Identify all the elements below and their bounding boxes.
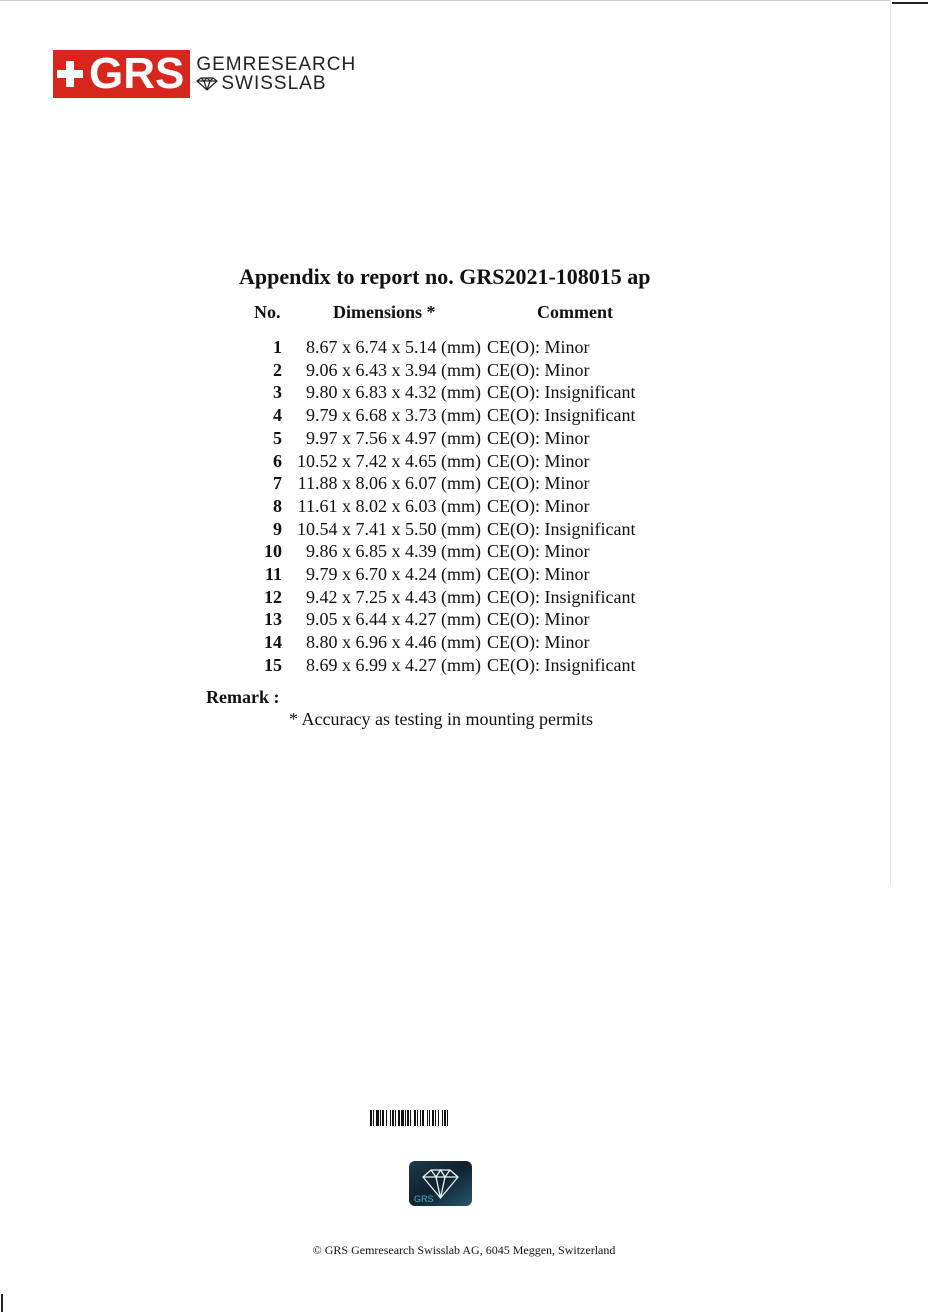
row-dimensions: 11.88 x 8.06 x 6.07 (mm) — [297, 473, 481, 494]
row-dimensions: 8.67 x 6.74 x 5.14 (mm) — [306, 337, 481, 357]
row-number: 8 — [273, 495, 282, 516]
remark-label: Remark : — [206, 687, 280, 707]
diamond-hologram-icon — [409, 1161, 472, 1206]
row-dimensions: 9.42 x 7.25 x 4.43 (mm) — [306, 586, 481, 607]
row-number: 7 — [273, 473, 282, 494]
table-row — [0, 382, 928, 404]
row-comment: CE(O): Insignificant — [487, 654, 636, 675]
grs-logo — [53, 50, 356, 98]
scan-edge-mark — [892, 2, 928, 4]
logo-line-2: SWISSLAB — [221, 73, 327, 94]
row-comment: CE(O): Insignificant — [487, 518, 636, 539]
row-dimensions: 9.80 x 6.83 x 4.32 (mm) — [306, 382, 481, 403]
row-comment: CE(O): Minor — [487, 427, 590, 448]
table-row — [0, 587, 928, 609]
header-no: No. — [254, 302, 281, 322]
row-number: 12 — [264, 586, 282, 607]
table-row — [0, 541, 928, 563]
row-comment: CE(O): Minor — [487, 450, 590, 471]
table-row — [0, 519, 928, 541]
logo-line-1: GEMRESEARCH — [196, 54, 357, 75]
footer-copyright: © GRS Gemresearch Swisslab AG, 6045 Meggen, Switzerland — [312, 1243, 616, 1257]
table-row — [0, 473, 928, 495]
row-dimensions: 9.86 x 6.85 x 4.39 (mm) — [306, 541, 481, 562]
row-comment: CE(O): Insignificant — [487, 405, 636, 426]
row-number: 3 — [273, 382, 282, 403]
row-comment: CE(O): Minor — [487, 359, 590, 380]
row-dimensions: 9.79 x 6.70 x 4.24 (mm) — [306, 564, 481, 584]
row-dimensions: 10.52 x 7.42 x 4.65 (mm) — [297, 450, 481, 471]
table-row — [0, 564, 928, 586]
row-number: 2 — [273, 359, 282, 380]
table-row — [0, 655, 928, 677]
page-title: Appendix to report no. GRS2021-108015 ap — [239, 264, 651, 289]
row-number: 4 — [273, 405, 282, 426]
logo-red-box — [53, 50, 190, 98]
row-number: 14 — [264, 632, 282, 653]
table-row — [0, 451, 928, 473]
row-number: 9 — [273, 518, 282, 539]
logo-mark: GRS — [89, 49, 185, 98]
row-dimensions: 9.06 x 6.43 x 3.94 (mm) — [306, 359, 481, 380]
row-dimensions: 8.80 x 6.96 x 4.46 (mm) — [306, 632, 481, 653]
row-comment: CE(O): Minor — [487, 609, 590, 630]
diamond-icon — [196, 77, 218, 91]
row-comment: CE(O): Minor — [487, 564, 590, 584]
row-comment: CE(O): Minor — [487, 632, 590, 653]
row-number: 6 — [273, 450, 282, 471]
row-comment: CE(O): Insignificant — [487, 586, 636, 607]
header-comment: Comment — [537, 302, 613, 322]
scan-edge-top — [0, 0, 890, 1]
table-row — [0, 496, 928, 518]
row-dimensions: 9.05 x 6.44 x 4.27 (mm) — [306, 609, 481, 630]
logo-line-2-wrap — [196, 74, 356, 93]
table-row — [0, 337, 928, 359]
table-row — [0, 360, 928, 382]
row-number: 11 — [264, 564, 282, 584]
swiss-cross-icon — [57, 61, 83, 87]
row-number: 15 — [264, 654, 282, 675]
table-row — [0, 632, 928, 654]
table-row — [0, 609, 928, 631]
row-dimensions: 9.79 x 6.68 x 3.73 (mm) — [306, 405, 481, 426]
remark-text: * Accuracy as testing in mounting permits — [289, 709, 593, 729]
row-number: 10 — [264, 541, 282, 562]
row-comment: CE(O): Minor — [487, 541, 590, 562]
table-row — [0, 405, 928, 427]
row-dimensions: 8.69 x 6.99 x 4.27 (mm) — [306, 654, 481, 675]
row-comment: CE(O): Insignificant — [487, 382, 636, 403]
row-number: 13 — [264, 609, 282, 630]
table-row — [0, 428, 928, 450]
row-comment: CE(O): Minor — [487, 337, 590, 357]
row-dimensions: 9.97 x 7.56 x 4.97 (mm) — [306, 427, 481, 448]
row-comment: CE(O): Minor — [487, 495, 590, 516]
row-number: 5 — [273, 427, 282, 448]
row-comment: CE(O): Minor — [487, 473, 590, 494]
hologram-text: GRS — [414, 1194, 434, 1204]
row-dimensions: 11.61 x 8.02 x 6.03 (mm) — [297, 495, 481, 516]
header-dimensions: Dimensions * — [333, 302, 436, 322]
barcode-icon — [370, 1110, 520, 1126]
scan-edge-mark-bottom — [1, 1294, 3, 1312]
row-number: 1 — [273, 337, 282, 357]
logo-wordmark — [196, 50, 356, 98]
row-dimensions: 10.54 x 7.41 x 5.50 (mm) — [297, 518, 481, 539]
